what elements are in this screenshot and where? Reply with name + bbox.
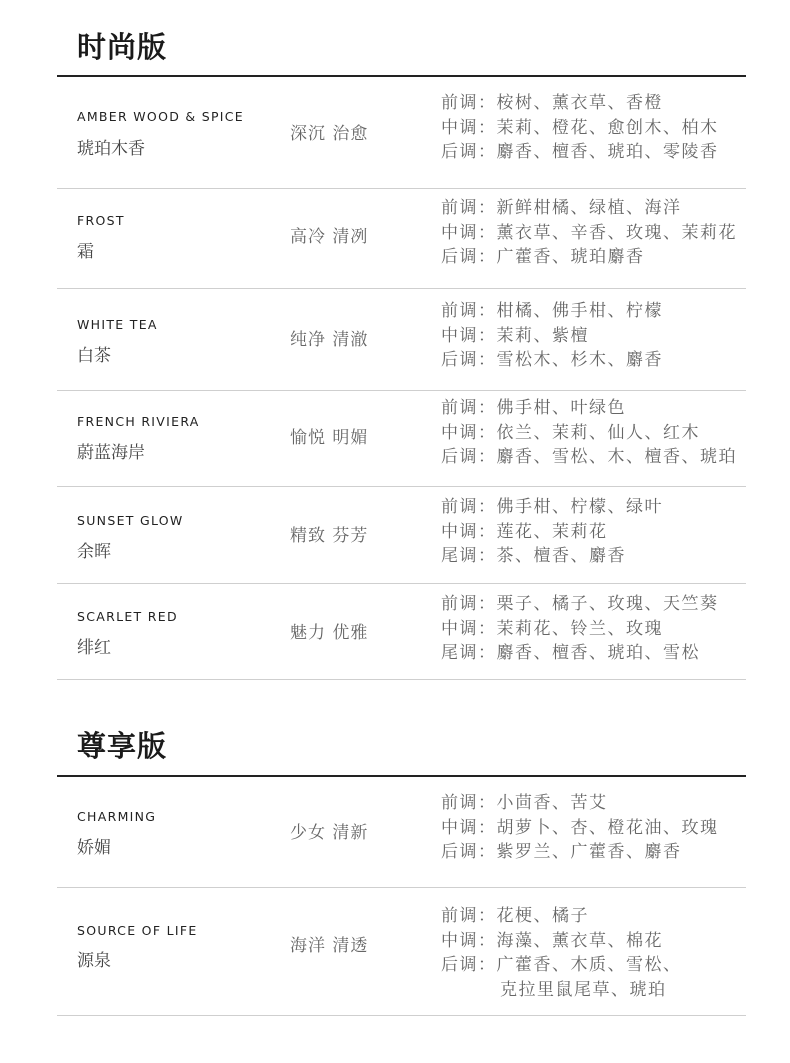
fragrance-chinese-name: 蔚蓝海岸 (77, 443, 145, 463)
note-line (441, 299, 663, 324)
note-line (441, 929, 682, 954)
note-label: 前调： (441, 198, 497, 218)
fragrance-english-name: CHARMING (77, 809, 157, 824)
fragrance-notes (441, 396, 737, 470)
note-text: 麝香、檀香、琥珀、雪松 (496, 643, 700, 663)
note-label: 后调： (441, 955, 497, 975)
note-text: 广藿香、木质、雪松、 (496, 955, 682, 975)
note-line (441, 904, 682, 929)
fragrance-english-name: SCARLET RED (77, 609, 178, 624)
note-text: 桉树、薰衣草、香橙 (496, 93, 663, 113)
fragrance-notes (441, 592, 719, 666)
note-label: 中调： (441, 222, 497, 243)
fragrance-english-name: SOURCE OF LIFE (77, 923, 198, 938)
fragrance-notes (441, 904, 682, 1002)
fragrance-mood: 魅力 优雅 (290, 623, 369, 643)
fragrance-notes (441, 791, 719, 865)
note-label: 后调： (441, 842, 497, 862)
note-text: 佛手柑、柠檬、绿叶 (496, 497, 663, 517)
note-label: 尾调： (441, 546, 497, 566)
list-item (57, 584, 746, 680)
note-label: 前调： (441, 594, 497, 614)
note-line (441, 445, 737, 470)
list-item (57, 888, 746, 1016)
note-line (441, 396, 737, 421)
note-label: 中调： (441, 521, 497, 542)
note-text: 茶、檀香、麝香 (496, 546, 626, 566)
note-text: 花梗、橘子 (496, 906, 589, 926)
note-line (441, 791, 719, 816)
note-label: 后调： (441, 247, 497, 267)
note-label: 前调： (441, 301, 497, 321)
note-line (441, 245, 737, 270)
section-title: 尊享版 (77, 729, 168, 763)
list-item (57, 391, 746, 487)
note-label: 中调： (441, 618, 497, 639)
note-label: 后调： (441, 447, 497, 467)
note-line (441, 221, 737, 246)
note-text: 新鲜柑橘、绿植、海洋 (496, 198, 682, 218)
section-title: 时尚版 (77, 30, 168, 64)
note-text: 佛手柑、叶绿色 (496, 398, 626, 418)
fragrance-mood: 愉悦 明媚 (290, 428, 369, 448)
note-text: 雪松木、杉木、麝香 (496, 350, 663, 370)
fragrance-notes (441, 91, 719, 165)
fragrance-notes (441, 196, 737, 270)
fragrance-notes (441, 299, 663, 373)
note-text: 海藻、薰衣草、棉花 (496, 930, 663, 951)
note-line (441, 91, 719, 116)
note-label: 尾调： (441, 643, 497, 663)
fragrance-english-name: FROST (77, 213, 125, 228)
fragrance-english-name: WHITE TEA (77, 317, 158, 332)
fragrance-mood: 高冷 清冽 (290, 227, 369, 247)
note-line (441, 520, 663, 545)
note-line (441, 324, 663, 349)
note-line (441, 196, 737, 221)
note-line (441, 116, 719, 141)
note-text: 茉莉、橙花、愈创木、柏木 (496, 117, 719, 138)
note-line (441, 953, 682, 978)
list-item (57, 289, 746, 391)
fragrance-mood: 纯净 清澈 (290, 330, 369, 350)
fragrance-english-name: FRENCH RIVIERA (77, 414, 200, 429)
note-text: 紫罗兰、广藿香、麝香 (496, 842, 682, 862)
note-label: 前调： (441, 93, 497, 113)
note-text: 麝香、檀香、琥珀、零陵香 (496, 142, 719, 162)
note-label: 中调： (441, 817, 497, 838)
note-label: 中调： (441, 325, 497, 346)
note-text: 茉莉花、铃兰、玫瑰 (496, 618, 663, 639)
note-text: 栗子、橘子、玫瑰、天竺葵 (496, 594, 719, 614)
fragrance-chinese-name: 琥珀木香 (77, 139, 145, 159)
note-label: 前调： (441, 906, 497, 926)
note-line (441, 641, 719, 666)
note-line (441, 592, 719, 617)
note-line (441, 840, 719, 865)
note-text: 茉莉、紫檀 (496, 325, 589, 346)
note-continuation: 克拉里鼠尾草、琥珀 (500, 979, 667, 1000)
note-text: 麝香、雪松、木、檀香、琥珀 (496, 447, 737, 467)
fragrance-english-name: AMBER WOOD & SPICE (77, 109, 245, 124)
note-text: 广藿香、琥珀麝香 (496, 247, 645, 267)
note-text: 柑橘、佛手柑、柠檬 (496, 301, 663, 321)
fragrance-mood: 海洋 清透 (290, 936, 369, 956)
list-item (57, 777, 746, 888)
fragrance-mood: 少女 清新 (290, 823, 369, 843)
note-line (441, 544, 663, 569)
note-line (441, 140, 719, 165)
note-line (441, 421, 737, 446)
note-text: 小茴香、苦艾 (496, 793, 608, 813)
note-label: 中调： (441, 117, 497, 138)
note-label: 中调： (441, 422, 497, 443)
note-label: 中调： (441, 930, 497, 951)
list-item (57, 77, 746, 189)
note-text: 依兰、茉莉、仙人、红木 (496, 422, 700, 443)
note-text: 胡萝卜、杏、橙花油、玫瑰 (496, 817, 719, 838)
list-item (57, 487, 746, 584)
list-item (57, 189, 746, 289)
fragrance-mood: 深沉 治愈 (290, 124, 369, 144)
fragrance-chinese-name: 霜 (77, 242, 94, 262)
note-label: 前调： (441, 398, 497, 418)
note-text: 薰衣草、辛香、玫瑰、茉莉花 (496, 222, 737, 243)
fragrance-mood: 精致 芬芳 (290, 526, 369, 546)
fragrance-english-name: SUNSET GLOW (77, 513, 184, 528)
fragrance-chinese-name: 源泉 (77, 951, 111, 971)
note-label: 后调： (441, 142, 497, 162)
fragrance-chinese-name: 余晖 (77, 542, 111, 562)
note-line (441, 816, 719, 841)
note-label: 后调： (441, 350, 497, 370)
note-line (441, 495, 663, 520)
note-line (441, 348, 663, 373)
note-line (441, 617, 719, 642)
note-label: 前调： (441, 497, 497, 517)
note-text: 莲花、茉莉花 (496, 521, 608, 542)
fragrance-chinese-name: 娇媚 (77, 838, 111, 858)
fragrance-chinese-name: 绯红 (77, 638, 111, 658)
note-label: 前调： (441, 793, 497, 813)
fragrance-chinese-name: 白茶 (77, 346, 111, 366)
fragrance-notes (441, 495, 663, 569)
